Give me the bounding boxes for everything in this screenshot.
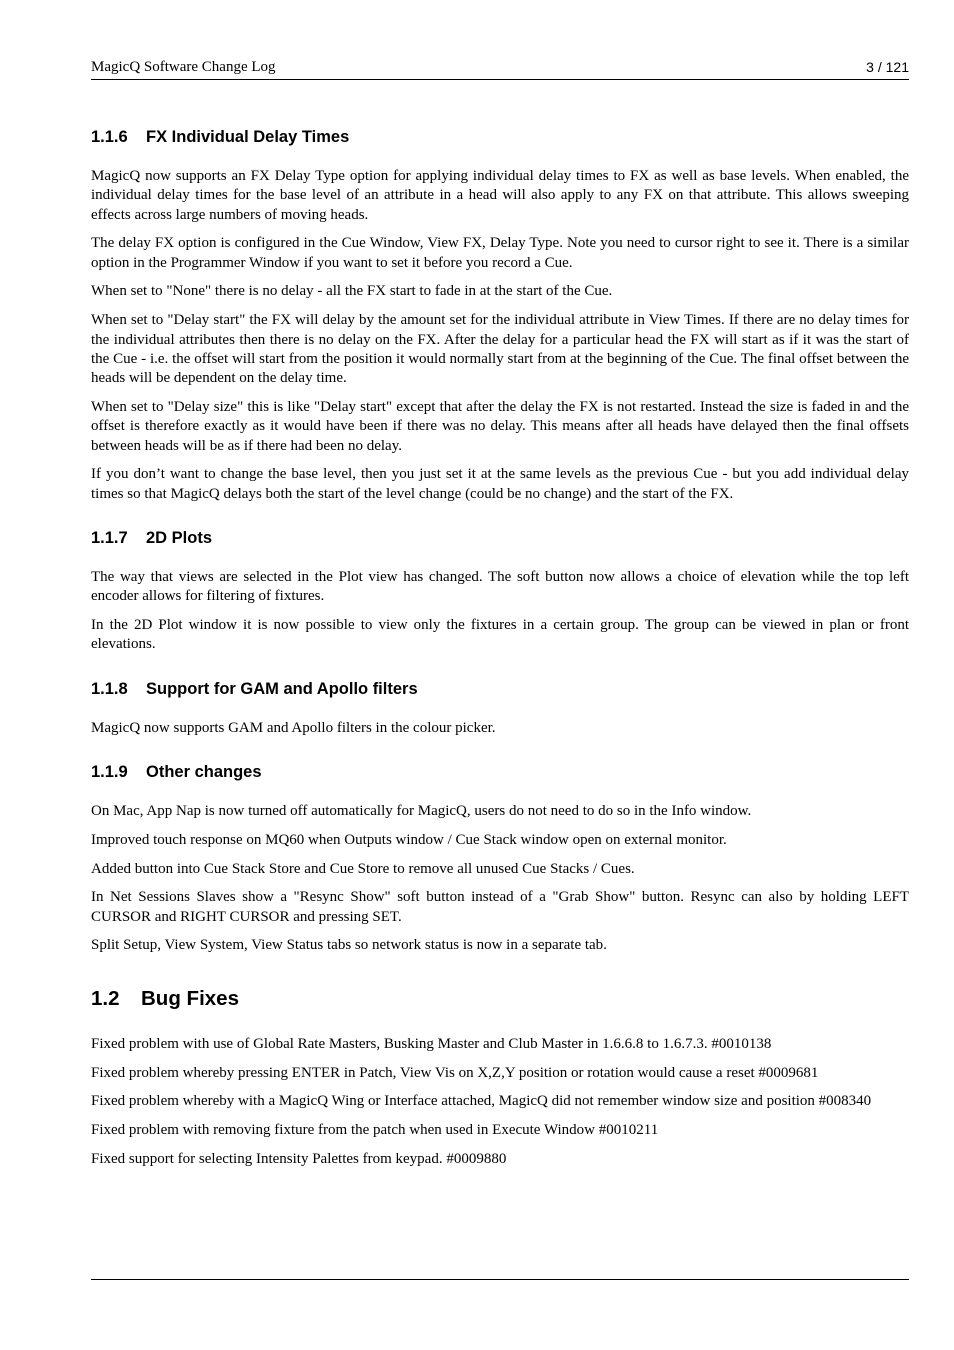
paragraph: When set to "Delay size" this is like "Delay start" except that after the delay the FX is not restarted. Instead the size is faded in and the offset is therefore exactly as it would have been if there was no delay. This means after all heads have delayed then the final offsets between heads will be as if there had been no delay. <box>91 398 909 454</box>
section-heading: 1.1.6 FX Individual Delay Times <box>91 128 350 146</box>
section-heading: 1.1.7 2D Plots <box>91 528 213 547</box>
section-gam-apollo-filters <box>91 678 909 738</box>
page-number: 3 / 121 <box>866 59 909 75</box>
paragraph: The way that views are selected in the Plot view has changed. The soft button now allows a choice of elevation while the top left encoder allows for filtering of fixtures. <box>91 568 909 605</box>
paragraph: When set to "None" there is no delay - all the FX start to fade in at the start of the Cue. <box>91 283 613 300</box>
paragraph: Added button into Cue Stack Store and Cue Store to remove all unused Cue Stacks / Cues. <box>91 860 635 877</box>
document-title: MagicQ Software Change Log <box>91 59 276 75</box>
chapter-heading: 1.2 Bug Fixes <box>91 986 239 1010</box>
document-page <box>91 0 909 1350</box>
paragraph: In the 2D Plot window it is now possible to view only the fixtures in a certain group. The group can be viewed in plan or front elevations. <box>91 617 909 653</box>
paragraph: Improved touch response on MQ60 when Outputs window / Cue Stack window open on external monitor. <box>91 831 727 848</box>
paragraph: On Mac, App Nap is now turned off automatically for MagicQ, users do not need to do so in the Info window. <box>91 802 752 819</box>
footer-divider <box>91 1279 909 1280</box>
section-heading: 1.1.9 Other changes <box>91 762 262 781</box>
bugfix-item: Fixed problem with use of Global Rate Masters, Busking Master and Club Master in 1.6.6.8 to 1.6.7.3. #0010138 <box>91 1035 772 1052</box>
paragraph: In Net Sessions Slaves show a "Resync Show" soft button instead of a "Grab Show" button. Resync can also by holding LEFT CURSOR and RIGHT CURSOR and pressing SET. <box>91 889 909 925</box>
page-header <box>91 57 909 80</box>
paragraph: MagicQ now supports GAM and Apollo filters in the colour picker. <box>91 719 496 736</box>
paragraph: Split Setup, View System, View Status tabs so network status is now in a separate tab. <box>91 937 607 954</box>
page-content <box>91 126 909 1192</box>
bugfix-item: Fixed problem whereby with a MagicQ Wing or Interface attached, MagicQ did not remember window size and position #008340 <box>91 1093 872 1110</box>
bugfix-item: Fixed support for selecting Intensity Palettes from keypad. #0009880 <box>91 1150 507 1167</box>
paragraph: When set to "Delay start" the FX will delay by the amount set for the individual attribute in View Times. If there are no delay times for the individual attributes then there is no delay on the FX. After the delay for a particular head the FX will start as if it was the start of the Cue - i.e. the offset will start from the position it would normally start from at the beginning of the Cue. The final offset between the heads will be dependent on the delay time. <box>91 312 909 387</box>
bugfix-item: Fixed problem with removing fixture from the patch when used in Execute Window #0010211 <box>91 1122 659 1139</box>
section-fx-individual-delay-times <box>91 126 909 504</box>
section-other-changes <box>91 761 909 956</box>
paragraph: The delay FX option is configured in the Cue Window, View FX, Delay Type. Note you need to cursor right to see it. There is a similar option in the Programmer Window if you want to set it before you record a Cue. <box>91 235 909 271</box>
section-2d-plots <box>91 527 909 655</box>
paragraph: If you don’t want to change the base level, then you just set it at the same levels as the previous Cue - but you add individual delay times so that MagicQ delays both the start of the level change (could be no change) and the start of the FX. <box>91 466 909 502</box>
section-bug-fixes <box>91 985 909 1169</box>
section-heading: 1.1.8 Support for GAM and Apollo filters <box>91 679 418 698</box>
paragraph: MagicQ now supports an FX Delay Type option for applying individual delay times to FX as well as base levels. When enabled, the individual delay times for the base level of an attribute in a head will also apply to any FX on that attribute. This allows sweeping effects across large numbers of moving heads. <box>91 168 909 223</box>
bugfix-item: Fixed problem whereby pressing ENTER in Patch, View Vis on X,Z,Y position or rotation would cause a reset #0009681 <box>91 1064 819 1081</box>
